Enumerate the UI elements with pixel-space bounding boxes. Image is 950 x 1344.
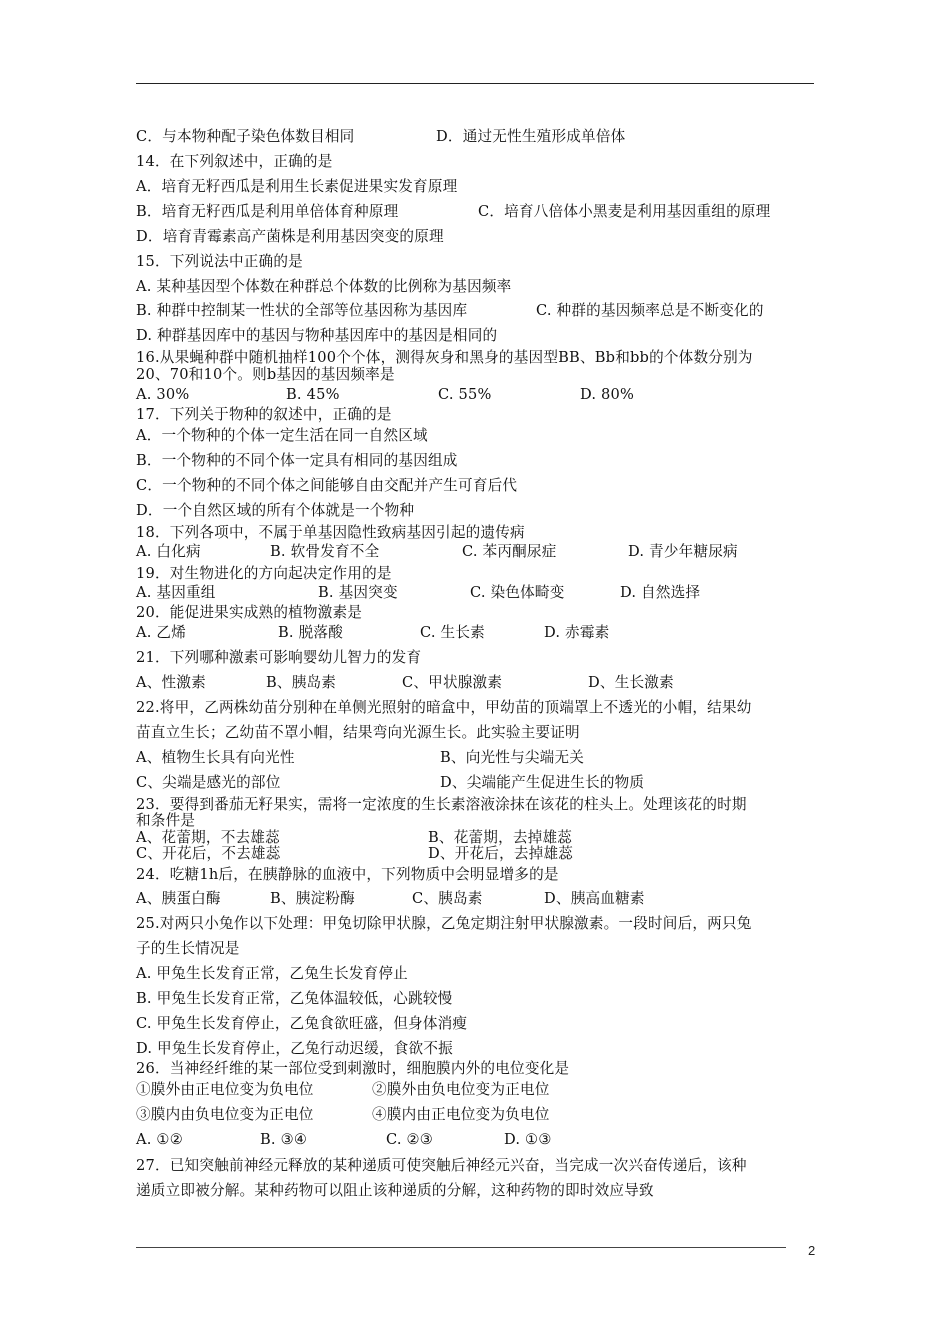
option-a: A. 乙烯 bbox=[136, 624, 187, 641]
question-16-stem-2: 20、70和10个。则b基因的基因频率是 bbox=[136, 366, 395, 383]
option-a: A、花蕾期，不去雄蕊 bbox=[136, 829, 280, 846]
option-d: D. 自然选择 bbox=[620, 584, 701, 601]
option-b: B、胰岛素 bbox=[266, 674, 337, 691]
question-17-option-b: B．一个物种的不同个体一定具有相同的基因组成 bbox=[136, 452, 458, 469]
option-a: A. ①② bbox=[136, 1131, 183, 1148]
option-b: B. 软骨发育不全 bbox=[270, 543, 380, 560]
statement-1: ①膜外由正电位变为负电位 bbox=[136, 1081, 314, 1098]
question-25-option-a: A. 甲兔生长发育正常，乙兔生长发育停止 bbox=[136, 965, 408, 982]
question-14-option-d: D．培育青霉素高产菌株是利用基因突变的原理 bbox=[136, 228, 444, 245]
option-b: B. 种群中控制某一性状的全部等位基因称为基因库 bbox=[136, 302, 468, 319]
question-25-stem-1: 25.对两只小兔作以下处理：甲兔切除甲状腺，乙兔定期注射甲状腺激素。一段时间后，两只兔 bbox=[136, 915, 752, 932]
option-c: C. 生长素 bbox=[420, 624, 485, 641]
option-d: D、胰高血糖素 bbox=[544, 890, 645, 907]
option-a: A. 30% bbox=[136, 386, 190, 403]
question-25-option-d: D. 甲兔生长发育停止，乙兔行动迟缓，食欲不振 bbox=[136, 1040, 453, 1057]
statement-2: ②膜外由负电位变为正电位 bbox=[372, 1081, 550, 1098]
option-a: A. 基因重组 bbox=[136, 584, 216, 601]
option-b: B、向光性与尖端无关 bbox=[440, 749, 585, 766]
question-27-stem-1: 27．已知突触前神经元释放的某种递质可使突触后神经元兴奋，当完成一次兴奋传递后，该种 bbox=[136, 1157, 747, 1174]
question-15-option-a: A. 某种基因型个体数在种群总个体数的比例称为基因频率 bbox=[136, 278, 512, 295]
option-d: D．通过无性生殖形成单倍体 bbox=[436, 128, 626, 145]
option-c: C、尖端是感光的部位 bbox=[136, 774, 281, 791]
question-25-option-c: C. 甲兔生长发育停止，乙兔食欲旺盛，但身体消瘦 bbox=[136, 1015, 468, 1032]
option-c: C、胰岛素 bbox=[412, 890, 483, 907]
question-14-stem: 14．在下列叙述中，正确的是 bbox=[136, 153, 333, 170]
option-d: D. 青少年糖尿病 bbox=[628, 543, 738, 560]
option-d: D、尖端能产生促进生长的物质 bbox=[440, 774, 645, 791]
option-b: B、花蕾期，去掉雄蕊 bbox=[428, 829, 573, 846]
question-22-stem-2: 苗直立生长；乙幼苗不罩小帽，结果弯向光源生长。此实验主要证明 bbox=[136, 724, 580, 741]
option-c: C. ②③ bbox=[386, 1131, 434, 1148]
question-18-stem: 18．下列各项中，不属于单基因隐性致病基因引起的遗传病 bbox=[136, 524, 525, 541]
option-d: D. ①③ bbox=[504, 1131, 552, 1148]
option-b: B、胰淀粉酶 bbox=[270, 890, 355, 907]
question-27-stem-2: 递质立即被分解。某种药物可以阻止该种递质的分解，这种药物的即时效应导致 bbox=[136, 1182, 654, 1199]
question-20-stem: 20．能促进果实成熟的植物激素是 bbox=[136, 604, 363, 621]
option-a: A. 白化病 bbox=[136, 543, 201, 560]
question-17-stem: 17．下列关于物种的叙述中，正确的是 bbox=[136, 406, 392, 423]
header-rule bbox=[136, 83, 814, 84]
question-25-option-b: B. 甲兔生长发育正常，乙兔体温较低，心跳较慢 bbox=[136, 990, 453, 1007]
option-d: D. 赤霉素 bbox=[544, 624, 610, 641]
option-a: A、植物生长具有向光性 bbox=[136, 749, 295, 766]
option-c: C．与本物种配子染色体数目相同 bbox=[136, 128, 355, 145]
option-c: C．培育八倍体小黑麦是利用基因重组的原理 bbox=[478, 203, 771, 220]
question-24-stem: 24．吃糖1h后，在胰静脉的血液中，下列物质中会明显增多的是 bbox=[136, 866, 559, 883]
question-19-stem: 19．对生物进化的方向起决定作用的是 bbox=[136, 565, 392, 582]
option-c: C、开花后，不去雄蕊 bbox=[136, 845, 281, 862]
question-16-stem-1: 16.从果蝇种群中随机抽样100个个体，测得灰身和黑身的基因型BB、Bb和bb的个体数分别为 bbox=[136, 349, 753, 366]
question-17-option-d: D．一个自然区域的所有个体就是一个物种 bbox=[136, 502, 415, 519]
option-d: D. 80% bbox=[580, 386, 635, 403]
question-23-stem-1: 23．要得到番茄无籽果实，需将一定浓度的生长素溶液涂抹在该花的柱头上。处理该花的时期 bbox=[136, 796, 747, 813]
option-b: B. 脱落酸 bbox=[278, 624, 343, 641]
option-d: D、开花后，去掉雄蕊 bbox=[428, 845, 574, 862]
option-c: C. 染色体畸变 bbox=[470, 584, 565, 601]
option-a: A、性激素 bbox=[136, 674, 206, 691]
option-c: C. 55% bbox=[438, 386, 492, 403]
question-14-option-a: A．培育无籽西瓜是利用生长素促进果实发育原理 bbox=[136, 178, 458, 195]
option-b: B. 45% bbox=[286, 386, 340, 403]
question-25-stem-2: 子的生长情况是 bbox=[136, 940, 240, 957]
question-15-stem: 15．下列说法中正确的是 bbox=[136, 253, 303, 270]
question-21-stem: 21．下列哪种激素可影响婴幼儿智力的发育 bbox=[136, 649, 422, 666]
option-c: C. 苯丙酮尿症 bbox=[462, 543, 557, 560]
option-c: C、甲状腺激素 bbox=[402, 674, 503, 691]
option-d: D、生长激素 bbox=[588, 674, 674, 691]
question-15-option-d: D. 种群基因库中的基因与物种基因库中的基因是相同的 bbox=[136, 327, 498, 344]
statement-3: ③膜内由负电位变为正电位 bbox=[136, 1106, 314, 1123]
option-a: A、胰蛋白酶 bbox=[136, 890, 221, 907]
question-26-stem: 26．当神经纤维的某一部位受到刺激时，细胞膜内外的电位变化是 bbox=[136, 1060, 570, 1077]
question-23-stem-2: 和条件是 bbox=[136, 812, 196, 829]
page-number: 2 bbox=[808, 1243, 816, 1258]
footer-rule bbox=[136, 1247, 786, 1248]
option-b: B. 基因突变 bbox=[318, 584, 398, 601]
question-17-option-a: A．一个物种的个体一定生活在同一自然区域 bbox=[136, 427, 428, 444]
question-17-option-c: C．一个物种的不同个体之间能够自由交配并产生可育后代 bbox=[136, 477, 518, 494]
statement-4: ④膜内由正电位变为负电位 bbox=[372, 1106, 550, 1123]
option-c: C. 种群的基因频率总是不断变化的 bbox=[536, 302, 764, 319]
option-b: B. ③④ bbox=[260, 1131, 308, 1148]
option-b: B．培育无籽西瓜是利用单倍体育种原理 bbox=[136, 203, 399, 220]
question-22-stem-1: 22.将甲，乙两株幼苗分别种在单侧光照射的暗盒中，甲幼苗的顶端罩上不透光的小帽，结果幼 bbox=[136, 699, 752, 716]
